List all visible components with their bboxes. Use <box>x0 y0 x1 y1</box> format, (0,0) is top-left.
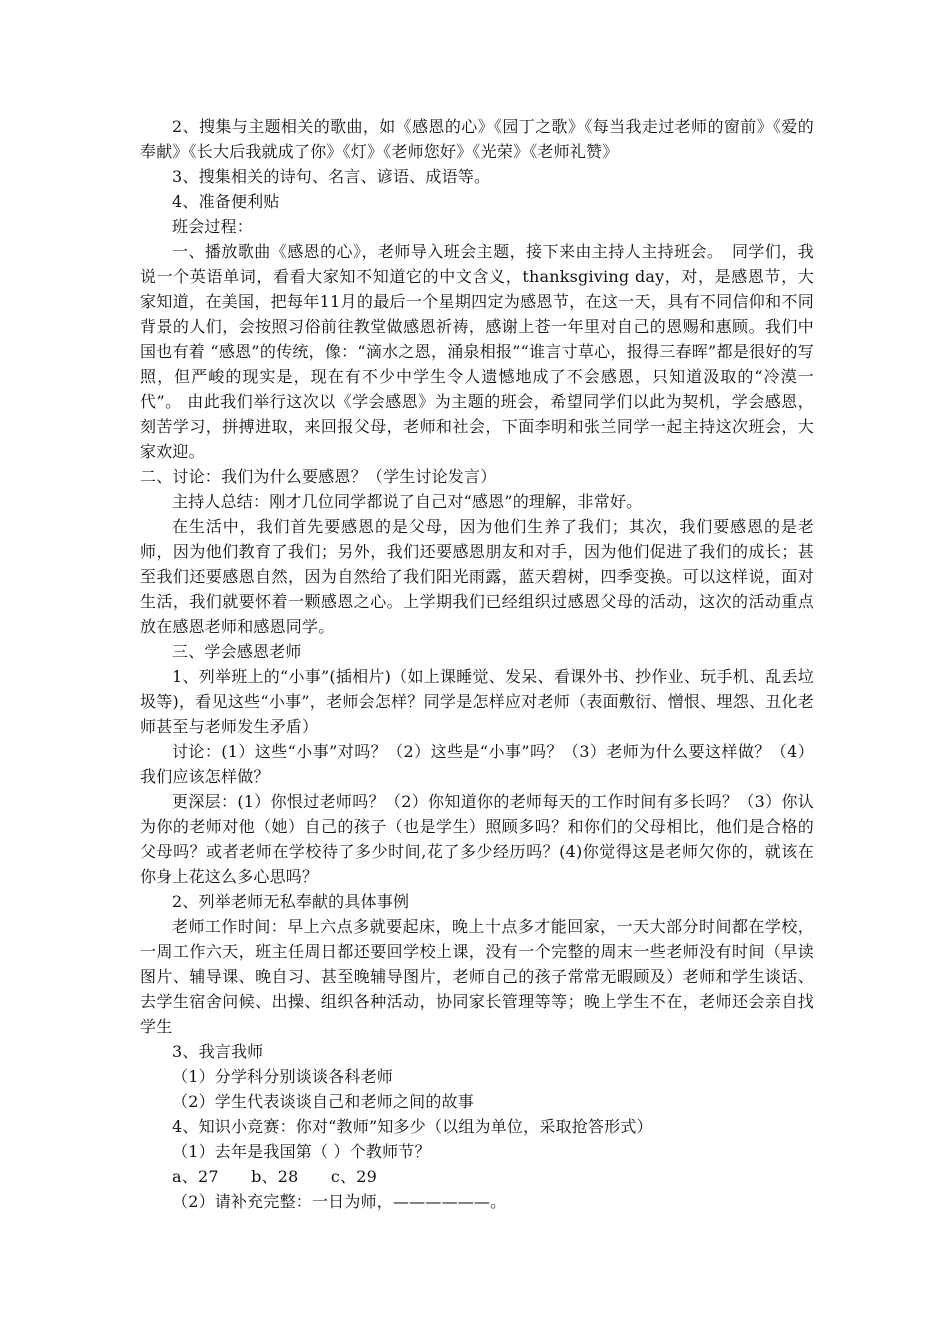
paragraph: 老师工作时间：早上六点多就要起床，晚上十点多才能回家，一天大部分时间都在学校，一周工作六天，班主任周日都还要回学校上课，没有一个完整的周末一些老师没有时间（早读图片、辅导课、晚自习、甚至晚辅导图片，老师自己的孩子常常无暇顾及）老师和学生谈话、去学生宿舍问候、出操、组织各种活动，协同家长管理等等；晚上学生不在，老师还会亲自找学生 <box>140 917 814 1036</box>
paragraph: （2）请补充完整：一日为师，——————。 <box>172 1192 507 1211</box>
paragraph: （1）去年是我国第（ ）个教师节？ <box>172 1142 431 1161</box>
paragraph: （1）分学科分别谈谈各科老师 <box>172 1067 393 1086</box>
paragraph: 1、列举班上的“小事”(插相片)（如上课睡觉、发呆、看课外书、抄作业、玩手机、乱丢垃圾等)，看见这些“小事”，老师会怎样？同学是怎样应对老师（表面敷衍、憎恨、埋怨、丑化老师甚至与老师发生矛盾） <box>140 667 814 736</box>
paragraph: 一、播放歌曲《感恩的心》，老师导入班会主题，接下来由主持人主持班会。 同学们，我说一个英语单词，看看大家知不知道它的中文含义，thanksgiving day，对，是感恩节，大家知道，在美国，把每年11月的最后一个星期四定为感恩节，在这一天，具有不同信仰和不同背景的人们，会按照习俗前往教堂做感恩祈祷，感谢上苍一年里对自己的恩赐和惠顾。我们中国也有着 “感恩”的传统，像：“滴水之恩，涌泉相报”“谁言寸草心，报得三春晖”都是很好的写照，但严峻的现实是，现在有不少中学生令人遗憾地成了不会感恩，只知道汲取的“冷漠一代”。 由此我们举行这次以《学会感恩》为主题的班会，希望同学们以此为契机，学会感恩，刻苦学习，拼搏进取，来回报父母，老师和社会，下面李明和张兰同学一起主持这次班会，大家欢迎。 <box>140 242 814 461</box>
paragraph: 二、讨论：我们为什么要感恩？（学生讨论发言） <box>140 467 497 486</box>
paragraph: 4、知识小竞赛：你对“教师”知多少（以组为单位，采取抢答形式） <box>172 1117 653 1136</box>
paragraph: 4、准备便利贴 <box>172 192 280 211</box>
paragraph: 在生活中，我们首先要感恩的是父母，因为他们生养了我们；其次，我们要感恩的是老师，因为他们教育了我们；另外，我们还要感恩朋友和对手，因为他们促进了我们的成长；甚至我们还要感恩自然，因为自然给了我们阳光雨露，蓝天碧树，四季变换。可以这样说，面对生活，我们就要怀着一颗感恩之心。上学期我们已经组织过感恩父母的活动，这次的活动重点放在感恩老师和感恩同学。 <box>140 517 814 636</box>
paragraph: 2、搜集与主题相关的歌曲，如《感恩的心》《园丁之歌》《每当我走过老师的窗前》《爱的奉献》《长大后我就成了你》《灯》《老师您好》《光荣》《老师礼赞》 <box>140 117 814 161</box>
paragraph: 班会过程： <box>172 217 254 236</box>
paragraph: 2、列举老师无私奉献的具体事例 <box>172 892 410 911</box>
paragraph: 3、我言我师 <box>172 1042 264 1061</box>
paragraph: 三、学会感恩老师 <box>172 642 302 661</box>
paragraph: 更深层：(1）你恨过老师吗？（2）你知道你的老师每天的工作时间有多长吗？（3）你认为你的老师对他（她）自己的孩子（也是学生）照顾多吗？和你们的父母相比，他们是合格的父母吗？或者老师在学校待了多少时间,花了多少经历吗？(4)你觉得这是老师欠你的，就该在你身上花这么多心思吗？ <box>140 792 814 886</box>
paragraph: （2）学生代表谈谈自己和老师之间的故事 <box>172 1092 474 1111</box>
paragraph: a、27 b、28 c、29 <box>172 1167 378 1186</box>
paragraph: 3、搜集相关的诗句、名言、谚语、成语等。 <box>172 167 491 186</box>
document-page <box>140 114 814 1214</box>
paragraph: 讨论：(1）这些“小事”对吗？（2）这些是“小事”吗？（3）老师为什么要这样做？（4）我们应该怎样做？ <box>140 742 814 786</box>
paragraph: 主持人总结：刚才几位同学都说了自己对“感恩”的理解，非常好。 <box>172 492 643 511</box>
